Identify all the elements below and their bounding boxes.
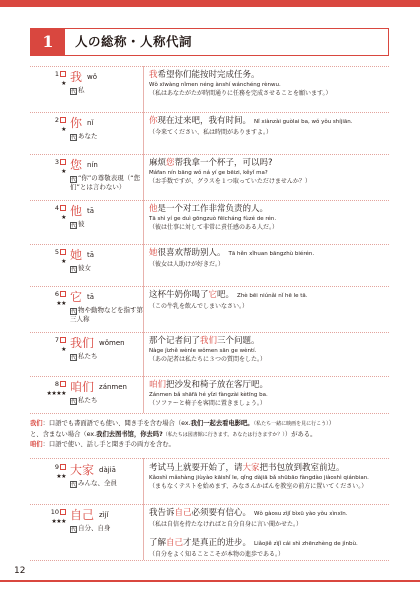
importance-stars: ★ (61, 168, 66, 175)
headword-pinyin: tā (87, 251, 95, 259)
headword-meaning (70, 396, 144, 405)
example-block (149, 336, 389, 364)
headword-pinyin: wǒmen (99, 339, 125, 347)
headword-pinyin: wǒ (87, 73, 98, 81)
example-pinyin: Nǐ xiànzài guòlai ba, wǒ yǒu shíjiān. (254, 119, 353, 125)
headword (70, 158, 98, 172)
part-of-speech-badge: 代 (71, 309, 77, 315)
headword-meaning (70, 132, 144, 141)
example-chinese (149, 248, 389, 260)
entry-number: 3 (54, 158, 59, 166)
example-pinyin: Máfan nín bāng wǒ ná yí ge bēizi, kěyǐ ma? (149, 170, 268, 176)
example-text: 这杯牛奶你喝了 (149, 290, 209, 300)
example-translation: （彼女は人助けが好きだ。） (149, 261, 225, 268)
example-text: 希望你们能按时完成任务。 (157, 70, 260, 80)
column-divider (143, 458, 144, 560)
headword (70, 204, 94, 218)
example-translation: （ソファーと椅子を客間に置きましょう。） (149, 400, 266, 407)
example-pinyin: Kǎoshì mǎshàng jiùyào kāishǐ le, qǐng dàjiā bǎ shūbāo fàngdào jiàoshì qiánbian. (149, 475, 369, 481)
headword-hanzi: 我们 (70, 336, 95, 350)
example-translation: （まもなくテストを始めます、みなさんかばんを教室の前方に置いてください。） (149, 483, 368, 490)
example-sentence (149, 70, 389, 98)
headword-pinyin: tā (87, 207, 95, 215)
entry-number: 5 (54, 248, 59, 256)
example-block (149, 70, 389, 98)
example-chinese (149, 290, 389, 302)
example-highlight: 自己 (174, 508, 192, 518)
example-text: 帮我拿一个杯子，可以吗? (174, 158, 273, 168)
row-divider (30, 286, 389, 287)
example-highlight: 她 (149, 248, 158, 258)
headword-hanzi: 自己 (70, 508, 95, 522)
importance-stars: ★ (61, 258, 66, 265)
example-text: 吧。 (217, 290, 235, 300)
headword (70, 70, 97, 84)
checkbox-square[interactable] (60, 291, 66, 297)
headword-pinyin: zánmen (99, 383, 127, 391)
checkbox-square[interactable] (60, 337, 66, 343)
entry-number: 4 (54, 204, 59, 212)
row-divider (30, 66, 389, 67)
part-of-speech-badge: 代 (71, 89, 77, 95)
example-highlight: 他 (149, 204, 158, 214)
example-block (149, 116, 389, 137)
example-highlight: 大家 (242, 463, 260, 473)
example-translation: （お手数ですが、グラスを１つ取っていただけませんか？） (149, 178, 311, 185)
section-title: 人の総称・人称代詞 (75, 34, 193, 49)
example-pinyin: Nàge jìzhě wènle wǒmen sān ge wèntí. (149, 348, 257, 354)
example-highlight: 我 (149, 70, 158, 80)
entry-checkbox[interactable] (30, 508, 66, 516)
note-line-1: 我们：口語でも書面語でも使い、聞き手を含む場合（ex.我们一起去看电影吧。（私たち一緒に映画を見に行こう）） (30, 420, 335, 427)
meaning-text: “你”の尊敬表現（“您们”とは言わない） (70, 174, 141, 191)
headword-hanzi: 大家 (70, 463, 95, 477)
meaning-text: あなた (78, 132, 98, 140)
row-divider (30, 200, 389, 201)
example-block (149, 508, 389, 559)
headword-meaning (70, 86, 144, 95)
example-chinese (149, 116, 389, 128)
part-of-speech-badge: 代 (71, 527, 77, 533)
note-line-3: 咱们：口語で使い、話し手と聞き手の両方を含む。 (30, 441, 175, 448)
example-translation: （この牛乳を飲んでしまいなさい。） (149, 303, 249, 310)
headword-meaning (70, 479, 144, 488)
example-translation: （今来てください、私は時間がありますよ。） (149, 129, 273, 136)
headword (70, 336, 125, 350)
entry-checkbox[interactable] (30, 116, 66, 124)
headword-hanzi: 你 (70, 116, 83, 130)
entry-checkbox[interactable] (30, 290, 66, 298)
headword-meaning (70, 220, 144, 229)
example-text: 麻烦 (149, 158, 167, 168)
checkbox-square[interactable] (60, 117, 66, 123)
entry-number: 6 (54, 290, 59, 298)
headword (70, 290, 94, 304)
example-text: 是一个对工作非常负责的人。 (157, 204, 269, 214)
entry-number: 1 (54, 70, 59, 78)
row-divider (30, 560, 389, 561)
example-pinyin: Zánmen bǎ shāfā hé yǐzi fàngzài kètīng ba. (149, 392, 268, 398)
row-divider (30, 332, 389, 333)
example-translation: （自分をよく知ることこそが本物の進歩である。） (149, 551, 285, 558)
row-divider (30, 458, 389, 459)
section-header (30, 28, 389, 56)
headword (70, 248, 94, 262)
headword-hanzi: 她 (70, 248, 83, 262)
headword-meaning (70, 174, 144, 192)
entry-number: 10 (50, 508, 59, 516)
example-highlight: 你 (149, 116, 158, 126)
example-highlight: 您 (166, 158, 175, 168)
example-block (149, 204, 389, 232)
meaning-text: みんな、全員 (78, 479, 117, 487)
example-chinese (149, 380, 389, 391)
entry-checkbox[interactable] (30, 70, 66, 78)
example-pinyin: Zhè bēi niúnǎi nǐ hē le tā. (237, 293, 308, 299)
headword (70, 380, 127, 394)
example-sentence (149, 248, 389, 269)
row-divider (30, 112, 389, 113)
example-sentence (149, 380, 389, 408)
checkbox-square[interactable] (60, 249, 66, 255)
headword (70, 463, 116, 477)
example-highlight: 我们 (200, 336, 218, 346)
importance-stars: ★★★ (51, 518, 66, 525)
headword-hanzi: 它 (70, 290, 83, 304)
example-block (149, 463, 389, 491)
example-text: 才是真正的进步。 (183, 538, 252, 548)
example-text: 三个问题。 (217, 336, 260, 346)
meaning-text: 私たち (78, 396, 98, 404)
example-chinese (149, 336, 389, 347)
importance-stars: ★ (61, 346, 66, 353)
headword-hanzi: 您 (70, 158, 83, 172)
part-of-speech-badge: 代 (71, 177, 77, 183)
example-text: 必须要有信心。 (191, 508, 252, 518)
example-highlight: 咱们 (149, 380, 167, 390)
example-sentence (149, 158, 389, 186)
row-divider (30, 376, 389, 377)
importance-stars: ★ (61, 214, 66, 221)
entry-number: 7 (54, 336, 59, 344)
example-chinese (149, 70, 389, 81)
example-sentence (149, 290, 389, 311)
checkbox-square[interactable] (60, 381, 66, 387)
importance-stars: ★★★★ (46, 390, 66, 397)
row-divider (30, 154, 389, 155)
example-text: 现在过来吧，我有时间。 (157, 116, 252, 126)
importance-stars: ★ (61, 80, 66, 87)
part-of-speech-badge: 代 (71, 482, 77, 488)
headword-meaning (70, 306, 144, 324)
example-chinese (149, 538, 389, 550)
headword-meaning (70, 352, 144, 361)
example-pinyin: Tā shì yí ge duì gōngzuò fēicháng fùzé de rén. (149, 216, 277, 222)
part-of-speech-badge: 代 (71, 399, 77, 405)
row-divider (30, 504, 389, 505)
headword-hanzi: 他 (70, 204, 83, 218)
headword (70, 508, 109, 522)
example-pinyin: Tā hěn xǐhuan bāngzhù biérén. (228, 251, 315, 257)
example-sentence (149, 116, 389, 137)
example-text: 考试马上就要开始了，请 (149, 463, 243, 473)
meaning-text: 私たち (78, 352, 98, 360)
checkbox-square[interactable] (60, 464, 66, 470)
example-text: 很喜欢帮助别人。 (157, 248, 226, 258)
headword (70, 116, 93, 130)
entry-checkbox[interactable] (30, 463, 66, 471)
example-block (149, 290, 389, 311)
entry-checkbox[interactable] (30, 336, 66, 344)
headword-meaning (70, 264, 144, 273)
entry-number: 8 (54, 380, 59, 388)
row-divider (30, 413, 389, 414)
example-sentence (149, 538, 389, 559)
example-block (149, 380, 389, 408)
example-highlight: 自己 (166, 538, 184, 548)
part-of-speech-badge: 代 (71, 267, 77, 273)
meaning-text: 彼女 (78, 264, 91, 272)
example-sentence (149, 508, 389, 529)
checkbox-square[interactable] (60, 71, 66, 77)
headword-pinyin: zìjǐ (99, 511, 109, 519)
page-number: 12 (14, 566, 26, 576)
importance-stars: ★★ (56, 473, 66, 480)
headword-hanzi: 我 (70, 70, 83, 84)
usage-note (30, 419, 395, 450)
example-translation: （あの記者は私たちに３つの質問をした。） (149, 356, 267, 363)
example-chinese (149, 508, 389, 520)
checkbox-square[interactable] (60, 159, 66, 165)
example-text: 把沙发和椅子放在客厅吧。 (166, 380, 269, 390)
meaning-text: 自分、自身 (78, 524, 111, 532)
example-translation: （彼は仕事に対して非常に責任感のある人だ。） (149, 224, 279, 231)
example-chinese (149, 204, 389, 215)
example-text: 了解 (149, 538, 167, 548)
entry-checkbox[interactable] (30, 204, 66, 212)
example-chinese (149, 158, 389, 169)
example-text: 把书包放到教室前边。 (259, 463, 345, 473)
example-translation: （私は自信を持たなければと自分自身に言い聞かせた。） (149, 521, 303, 528)
entry-checkbox[interactable] (30, 158, 66, 166)
example-translation: （私はあなたがたが時間通りに任務を完成させることを願います。） (149, 90, 332, 97)
top-accent-bar (0, 0, 420, 7)
example-text: 那个记者问了 (149, 336, 201, 346)
meaning-text: 物や動物などを指す第三人称 (70, 306, 143, 323)
headword-pinyin: tā (87, 293, 95, 301)
importance-stars: ★★ (56, 300, 66, 307)
checkbox-square[interactable] (60, 509, 66, 515)
example-text: 我告诉 (149, 508, 175, 518)
meaning-text: 彼 (78, 220, 85, 228)
part-of-speech-badge: 代 (71, 135, 77, 141)
headword-hanzi: 咱们 (70, 380, 95, 394)
example-chinese (149, 463, 389, 474)
row-divider (30, 244, 389, 245)
headword-pinyin: nǐ (87, 119, 94, 127)
entry-number: 9 (54, 463, 59, 471)
example-sentence (149, 463, 389, 491)
entry-number: 2 (54, 116, 59, 124)
headword-pinyin: nín (87, 161, 98, 169)
section-number: 1 (31, 29, 65, 55)
example-pinyin: Liǎojiě zìjǐ cái shì zhēnzhèng de jìnbù. (254, 541, 358, 547)
importance-stars: ★ (61, 126, 66, 133)
example-pinyin: Wǒ xīwàng nǐmen néng ànshí wánchéng rènwu. (149, 82, 281, 88)
example-highlight: 它 (208, 290, 218, 300)
meaning-text: 私 (78, 86, 85, 94)
example-block (149, 248, 389, 269)
example-sentence (149, 204, 389, 232)
example-pinyin: Wǒ gàosu zìjǐ bìxū yào yǒu xìnxīn. (254, 511, 348, 517)
example-block (149, 158, 389, 186)
bottom-accent-bar (0, 580, 420, 582)
headword-pinyin: dàjiā (99, 466, 116, 474)
entry-checkbox[interactable] (30, 380, 66, 388)
entry-checkbox[interactable] (30, 248, 66, 256)
part-of-speech-badge: 代 (71, 355, 77, 361)
checkbox-square[interactable] (60, 205, 66, 211)
headword-meaning (70, 524, 144, 533)
part-of-speech-badge: 代 (71, 223, 77, 229)
note-line-2: と、含まない場合（ex.我们去图书馆，你去吗?（私たちは図書館に行きます。あなたは行きますか？））がある。 (30, 430, 317, 438)
example-sentence (149, 336, 389, 364)
